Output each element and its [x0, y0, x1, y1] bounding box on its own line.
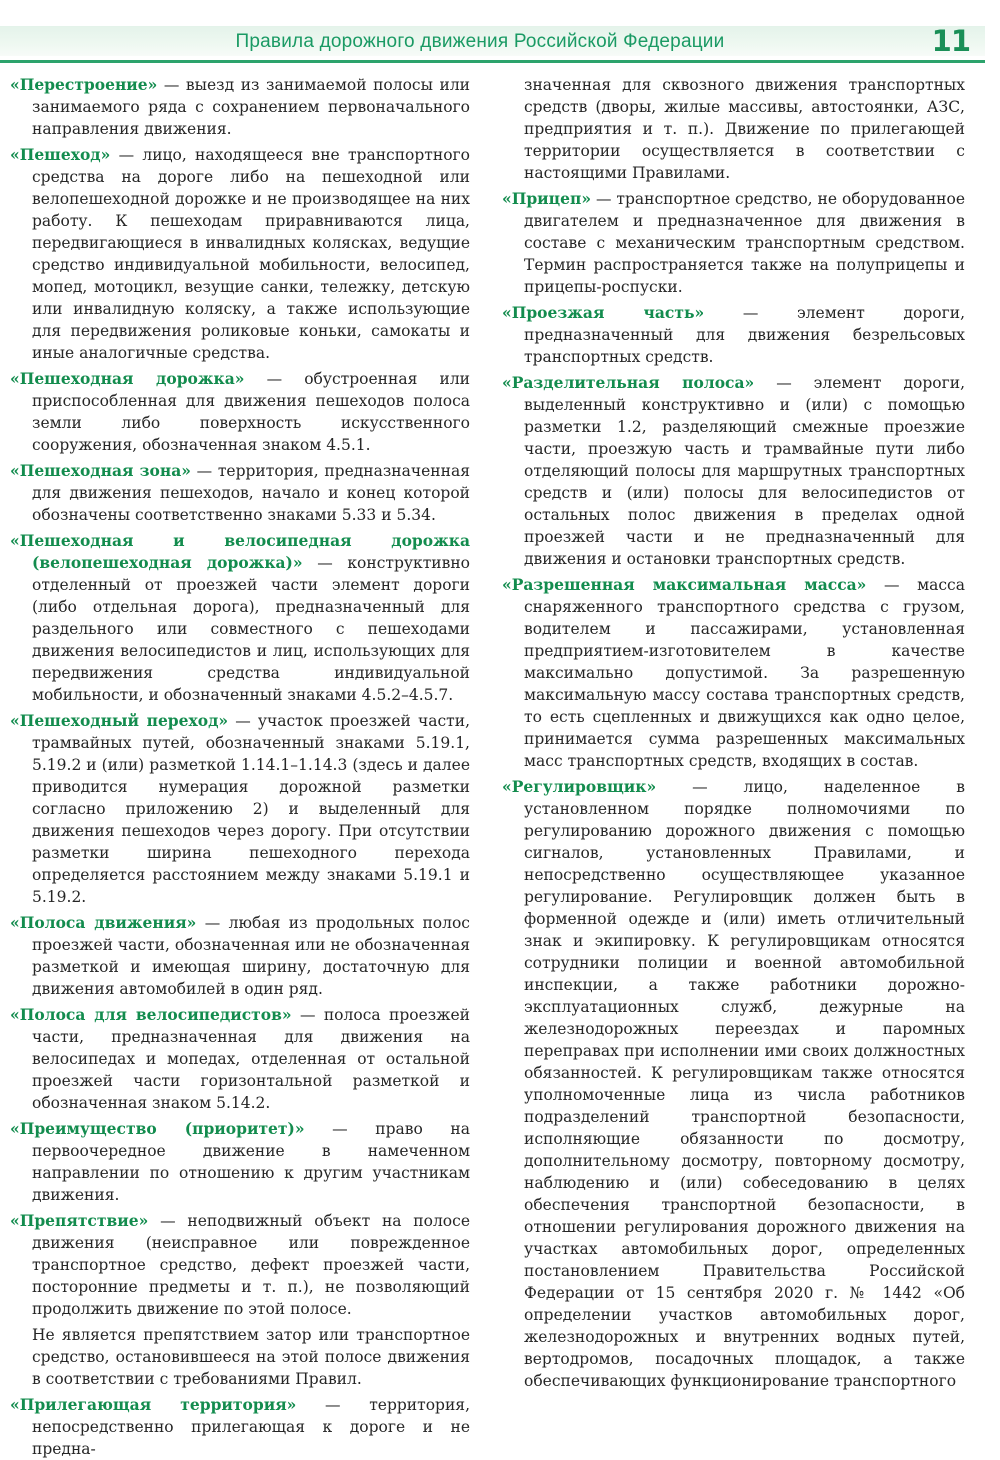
header-rule	[0, 60, 985, 63]
defined-term: «Проезжая часть»	[502, 303, 705, 322]
page-number: 11	[931, 24, 970, 58]
defined-term: «Преимущество (приоритет)»	[10, 1119, 305, 1138]
left-column	[10, 74, 470, 1458]
defined-term: «Перестроение»	[10, 75, 158, 94]
defined-term: «Пешеход»	[10, 145, 111, 164]
definition-text: — лицо, наделенное в установленном порядке полномочиями по регулированию дорожного движения с помощью сигналов, установленных Правилами, и непосредственно осуществляющее указанное регулирование. Регулировщик должен быть в форменной одежде и (или) иметь отличительный знак и экипировку. К регулировщикам относятся сотрудники полиции и военной автомобильной инспекции, а также работники дорожно-эксплуатационных служб, дежурные на железнодорожных переездах и паромных переправах при исполнении ими своих должностных обязанностей. К регулировщикам также относятся уполномоченные лица из числа работников подразделений транспортной безопасности, исполняющие обязанности по досмотру, дополнительному досмотру, повторному досмотру, наблюдению и (или) собеседованию в целях обеспечения транспортной безопасности, в отношении регулирования дорожного движения на участках автомобильных дорог, определенных постановлением Правительства Российской Федерации от 15 сентября 2020 г. № 1442 «Об определении участков автомобильных дорог, железнодорожных и внутренних водных путей, вертодромов, посадочных площадок, а также обеспечивающих функционирование транспортного	[524, 778, 965, 1390]
definition-entry	[10, 368, 470, 456]
page-header	[0, 0, 1000, 72]
definition-text: — территория, предназначенная для движения пешеходов, начало и конец которой обозначены соответственно знаками 5.33 и 5.34.	[32, 462, 470, 524]
definition-text: значенная для сквозного движения транспортных средств (дворы, жилые массивы, автостоянки, АЗС, предприятия и т. п.). Движение по прилегающей территории осуществляется в соответствии с настоящими Правилами.	[524, 76, 965, 182]
continuation-paragraph	[502, 74, 965, 184]
definition-entry	[502, 302, 965, 368]
defined-term: «Разделительная полоса»	[502, 373, 755, 392]
definition-entry	[502, 776, 965, 1392]
defined-term: «Пешеходная и велосипедная дорожка (велопешеходная дорожка)»	[10, 531, 470, 572]
defined-term: «Разрешенная максимальная масса»	[502, 575, 867, 594]
definition-text: — транспортное средство, не оборудованное двигателем и предназначенное для движения в составе с механическим транспортным средством. Термин распространяется также на полуприцепы и прицепы-роспуски.	[524, 190, 966, 296]
defined-term: «Препятствие»	[10, 1211, 149, 1230]
definition-entry	[10, 912, 470, 1000]
defined-term: «Прицеп»	[502, 189, 592, 208]
running-title: Правила дорожного движения Российской Федерации	[235, 31, 725, 52]
definition-text: — неподвижный объект на полосе движения (неисправное или поврежденное транспортное средство, дефект проезжей части, посторонние предметы и т. п.), не позволяющий продолжить движение по этой полосе.	[32, 1212, 470, 1318]
definition-text: — территория, непосредственно прилегающая к дороге и не предна-	[32, 1396, 470, 1458]
text-columns	[10, 74, 966, 1458]
definition-text: Не является препятствием затор или транспортное средство, остановившееся на этой полосе движения в соответствии с требованиями Правил.	[32, 1326, 470, 1388]
definition-entry	[10, 74, 470, 140]
definition-entry	[502, 372, 965, 570]
definition-text: — любая из продольных полос проезжей части, обозначенная или не обозначенная разметкой и имеющая ширину, достаточную для движения автомобилей в один ряд.	[32, 914, 470, 998]
definition-text: — выезд из занимаемой полосы или занимаемого ряда с сохранением первоначального направления движения.	[32, 76, 470, 138]
definition-entry	[10, 1118, 470, 1206]
continuation-paragraph	[10, 1324, 470, 1390]
definition-entry	[10, 1004, 470, 1114]
defined-term: «Пешеходная дорожка»	[10, 369, 245, 388]
defined-term: «Регулировщик»	[502, 777, 657, 796]
defined-term: «Прилегающая территория»	[10, 1395, 297, 1414]
definition-text: — элемент дороги, предназначенный для движения безрельсовых транспортных средств.	[524, 304, 965, 366]
definition-text: — масса снаряженного транспортного средства с грузом, водителем и пассажирами, установленная предприятием-изготовителем в качестве максимально допустимой. За разрешенную максимальную массу состава транспортных средств, то есть сцепленных и движущихся как одно целое, принимается сумма разрешенных максимальных масс транспортных средств, входящих в состав.	[524, 576, 965, 770]
definition-text: — конструктивно отделенный от проезжей части элемент дороги (либо отдельная дорога), предназначенный для раздельного или совместного с пешеходами движения велосипедистов и лиц, использующих для передвижения средства индивидуальной мобильности, и обозначенный знаками 4.5.2–4.5.7.	[32, 554, 470, 704]
definition-entry	[502, 574, 965, 772]
definition-entry	[10, 144, 470, 364]
definition-text: — участок проезжей части, трамвайных путей, обозначенный знаками 5.19.1, 5.19.2 и (или) разметкой 1.14.1–1.14.3 (здесь и далее приводится нумерация дорожной разметки согласно приложению 2) и выделенный для движения пешеходов через дорогу. При отсутствии разметки ширина пешеходного перехода определяется расстоянием между знаками 5.19.1 и 5.19.2.	[32, 712, 470, 906]
defined-term: «Пешеходная зона»	[10, 461, 191, 480]
definition-entry	[10, 710, 470, 908]
definition-entry	[10, 530, 470, 706]
definition-text: — право на первоочередное движение в намеченном направлении по отношению к другим участникам движения.	[32, 1120, 470, 1204]
definition-text: — элемент дороги, выделенный конструктивно и (или) с помощью разметки 1.2, разделяющий смежные проезжие части, проезжую часть и трамвайные пути либо отделяющий полосы для маршрутных транспортных средств и (или) полосы для велосипедистов от остальных полос движения в пределах одной проезжей части и не предназначенный для движения и остановки транспортных средств.	[524, 374, 965, 568]
defined-term: «Полоса движения»	[10, 913, 197, 932]
defined-term: «Пешеходный переход»	[10, 711, 229, 730]
definition-entry	[10, 460, 470, 526]
definition-text: — лицо, находящееся вне транспортного средства на дороге либо на пешеходной или велопешеходной дорожке и не производящее на них работу. К пешеходам приравниваются лица, передвигающиеся в инвалидных колясках, ведущие средство индивидуальной мобильности, велосипед, мопед, мотоцикл, везущие санки, тележку, детскую или инвалидную коляску, а также использующие для передвижения роликовые коньки, самокаты и иные аналогичные средства.	[32, 146, 470, 362]
definition-text: — обустроенная или приспособленная для движения пешеходов полоса земли либо поверхность искусственного сооружения, обозначенная знаком 4.5.1.	[32, 370, 470, 454]
defined-term: «Полоса для велосипедистов»	[10, 1005, 292, 1024]
definition-entry	[10, 1210, 470, 1320]
definition-entry	[10, 1394, 470, 1460]
right-column	[502, 74, 966, 1390]
definition-text: — полоса проезжей части, предназначенная для движения на велосипедах и мопедах, отделенная от остальной проезжей части горизонтальной разметкой и обозначенная знаком 5.14.2.	[32, 1006, 470, 1112]
definition-entry	[502, 188, 965, 298]
